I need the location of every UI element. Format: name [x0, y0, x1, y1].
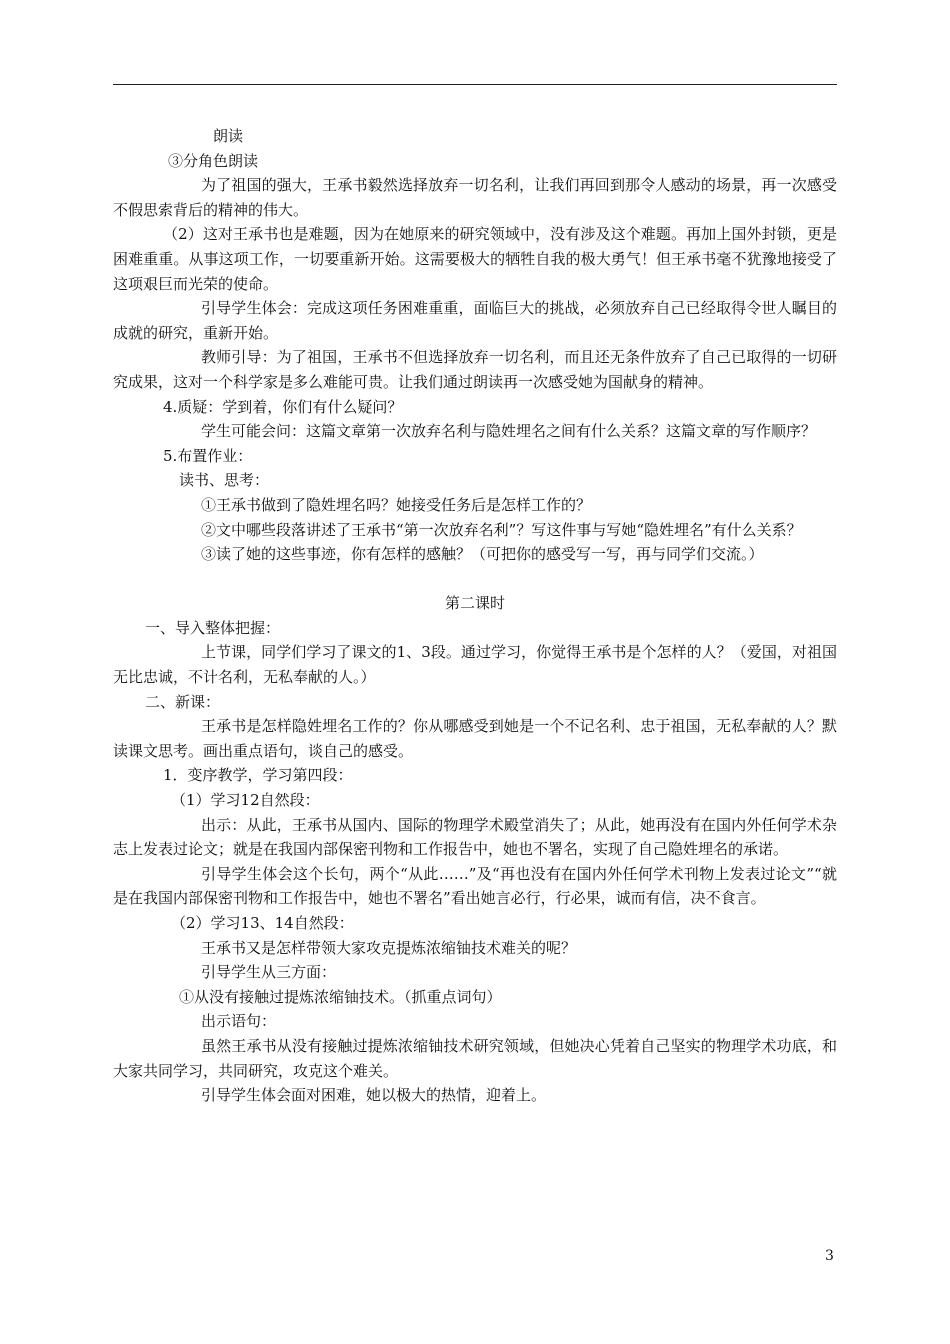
text-line: 引导学生从三方面：: [201, 963, 337, 982]
text-line: 引导学生体会面对困难，她以极大的热情，迎着上。: [201, 1086, 547, 1105]
list-heading: 4.质疑：学到着，你们有什么疑问？: [163, 397, 403, 416]
text-paragraph: 为了祖国的强大，王承书毅然选择放弃一切名利，让我们再回到那令人感动的场景，再一次感受不假思索背后的精神的伟大。: [113, 176, 837, 219]
text-paragraph: 引导学生体会：完成这项任务困难重重，面临巨大的挑战，必须放弃自己已经取得令世人瞩目的成就的研究，重新开始。: [113, 299, 837, 342]
text-line: 朗读: [213, 127, 244, 145]
text-line: 王承书又是怎样带领大家攻克提炼浓缩铀技术难关的呢？: [201, 938, 577, 957]
sub-heading: （1）学习12自然段：: [171, 791, 320, 810]
list-item: ③读了她的这些事迹，你有怎样的感触？（可把你的感受写一写，再与同学们交流。）: [201, 545, 764, 564]
section-heading: 一、导入整体把握：: [145, 618, 281, 637]
page-number: 3: [825, 1248, 834, 1264]
header-rule: [113, 84, 837, 85]
list-item: ②文中哪些段落讲述了王承书“第一次放弃名利”？写这件事与写她“隐姓埋名”有什么关系？: [201, 520, 802, 539]
text-line: 出示语句：: [201, 1012, 277, 1031]
text-paragraph: 学生可能会问：这篇文章第一次放弃名利与隐姓埋名之间有什么关系？这篇文章的写作顺序？: [201, 422, 817, 441]
text-paragraph: 虽然王承书从没有接触过提炼浓缩铀技术研究领域，但她决心凭着自己坚实的物理学术功底，和大家共同学习，共同研究，攻克这个难关。: [113, 1036, 837, 1080]
section-title: 第二课时: [444, 594, 505, 613]
section-heading: 二、新课：: [145, 692, 221, 711]
text-paragraph: 上节课，同学们学习了课文的1、3段。通过学习，你觉得王承书是个怎样的人？（爱国，对祖国无比忠诚，不计名利，无私奉献的人。）: [113, 643, 837, 687]
text-paragraph: 出示：从此，王承书从国内、国际的物理学术殿堂消失了；从此，她再没有在国内外任何学术杂志上发表过论文；就是在我国内部保密刊物和工作报告中，她也不署名，实现了自己隐姓埋名的承诺。: [113, 815, 837, 859]
text-paragraph: 王承书是怎样隐姓埋名工作的？你从哪感受到她是一个不记名利、忠于祖国，无私奉献的人？默读课文思考。画出重点语句，谈自己的感受。: [113, 717, 837, 760]
list-heading: 5.布置作业：: [163, 446, 253, 465]
text-line: ③分角色朗读: [168, 151, 259, 170]
text-paragraph: （2）这对王承书也是难题，因为在她原来的研究领域中，没有涉及这个难题。再加上国外封锁，更是困难重重。从事这项工作，一切要重新开始。这需要极大的牺牲自我的极大勇气！但王承书毫不犹豫地接受了这项艰巨而光荣的使命。: [113, 225, 837, 293]
text-line: 读书、思考：: [179, 471, 270, 490]
document-body: [113, 124, 837, 1108]
sub-heading: （2）学习13、14自然段：: [171, 914, 354, 932]
list-item: ①王承书做到了隐姓埋名吗？她接受任务后是怎样工作的？: [201, 495, 592, 514]
list-heading: 1．变序教学，学习第四段：: [163, 766, 353, 785]
text-paragraph: 教师引导：为了祖国，王承书不但选择放弃一切名利，而且还无条件放弃了自己已取得的一切研究成果，这对一个科学家是多么难能可贵。让我们通过朗读再一次感受她为国献身的精神。: [113, 348, 837, 391]
text-paragraph: 引导学生体会这个长句，两个“从此……”及“再也没有在国内外任何学术刊物上发表过论文”“就是在我国内部保密刊物和工作报告中，她也不署名”看出她言必行，行必果，诚而有信，决不食言。: [113, 864, 837, 908]
list-item: ①从没有接触过提炼浓缩铀技术。（抓重点词句）: [179, 987, 502, 1006]
